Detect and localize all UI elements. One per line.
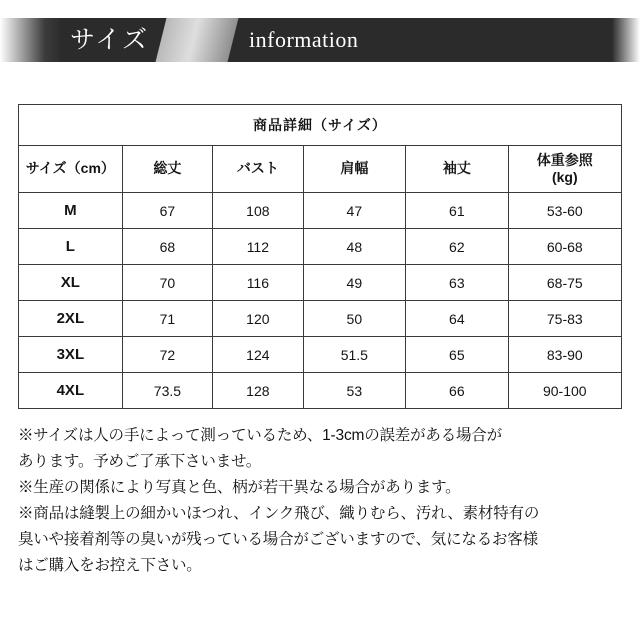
cell-sleeve: 66	[406, 373, 509, 409]
notes-block	[18, 424, 624, 580]
header-weight-line1: 体重参照	[536, 151, 593, 168]
cell-bust: 112	[213, 229, 303, 265]
cell-bust: 108	[213, 193, 303, 229]
cell-total-length: 73.5	[122, 373, 212, 409]
header-total-length: 総丈	[122, 146, 212, 193]
cell-total-length: 70	[122, 265, 212, 301]
cell-sleeve: 64	[406, 301, 509, 337]
cell-shoulder: 50	[303, 301, 406, 337]
banner-title: サイズ	[70, 25, 150, 54]
table-caption: 商品詳細（サイズ）	[19, 105, 622, 146]
header-weight-reference	[508, 146, 621, 193]
table-caption-row	[19, 105, 622, 146]
header-weight-line2: (kg)	[551, 169, 578, 185]
cell-size: 3XL	[19, 337, 123, 373]
cell-weight: 83-90	[508, 337, 621, 373]
cell-weight: 60-68	[508, 229, 621, 265]
banner-divider	[156, 18, 239, 62]
cell-size: XL	[19, 265, 123, 301]
cell-weight: 90-100	[508, 373, 621, 409]
banner-content	[60, 18, 612, 62]
cell-sleeve: 63	[406, 265, 509, 301]
cell-size: 4XL	[19, 373, 123, 409]
size-table-container	[18, 104, 622, 409]
header-shoulder-width: 肩幅	[303, 146, 406, 193]
cell-total-length: 72	[122, 337, 212, 373]
banner-subtitle: information	[249, 27, 359, 52]
cell-shoulder: 48	[303, 229, 406, 265]
table-row	[19, 193, 622, 229]
cell-bust: 116	[213, 265, 303, 301]
header-sleeve-length: 袖丈	[406, 146, 509, 193]
table-row	[19, 337, 622, 373]
note-line: 臭いや接着剤等の臭いが残っている場合がございますので、気になるお客様	[18, 531, 538, 549]
cell-total-length: 68	[122, 229, 212, 265]
cell-weight: 68-75	[508, 265, 621, 301]
cell-total-length: 67	[122, 193, 212, 229]
cell-total-length: 71	[122, 301, 212, 337]
cell-shoulder: 49	[303, 265, 406, 301]
cell-shoulder: 51.5	[303, 337, 406, 373]
note-line: あります。予めご了承下さいませ。	[18, 453, 262, 471]
banner-right-gradient	[612, 18, 640, 62]
cell-shoulder: 53	[303, 373, 406, 409]
size-table	[18, 104, 622, 409]
header-bust: バスト	[213, 146, 303, 193]
header-size: サイズ（cm）	[19, 146, 123, 193]
cell-bust: 120	[213, 301, 303, 337]
table-row	[19, 301, 622, 337]
cell-sleeve: 65	[406, 337, 509, 373]
cell-sleeve: 61	[406, 193, 509, 229]
cell-size: 2XL	[19, 301, 123, 337]
note-line: はご購入をお控え下さい。	[18, 557, 202, 575]
banner-left-gradient	[0, 18, 60, 62]
cell-bust: 124	[213, 337, 303, 373]
cell-weight: 53-60	[508, 193, 621, 229]
cell-bust: 128	[213, 373, 303, 409]
table-row	[19, 373, 622, 409]
cell-size: M	[19, 193, 123, 229]
table-header-row	[19, 146, 622, 193]
cell-weight: 75-83	[508, 301, 621, 337]
cell-size: L	[19, 229, 123, 265]
cell-sleeve: 62	[406, 229, 509, 265]
note-line: ※サイズは人の手によって測っているため、1-3cmの誤差がある場合が	[18, 427, 502, 444]
cell-shoulder: 47	[303, 193, 406, 229]
note-line: ※生産の関係により写真と色、柄が若干異なる場合があります。	[18, 479, 461, 497]
table-row	[19, 229, 622, 265]
header-banner	[0, 18, 640, 62]
note-line: ※商品は縫製上の細かいほつれ、インク飛び、織りむら、汚れ、素材特有の	[18, 505, 540, 523]
table-row	[19, 265, 622, 301]
